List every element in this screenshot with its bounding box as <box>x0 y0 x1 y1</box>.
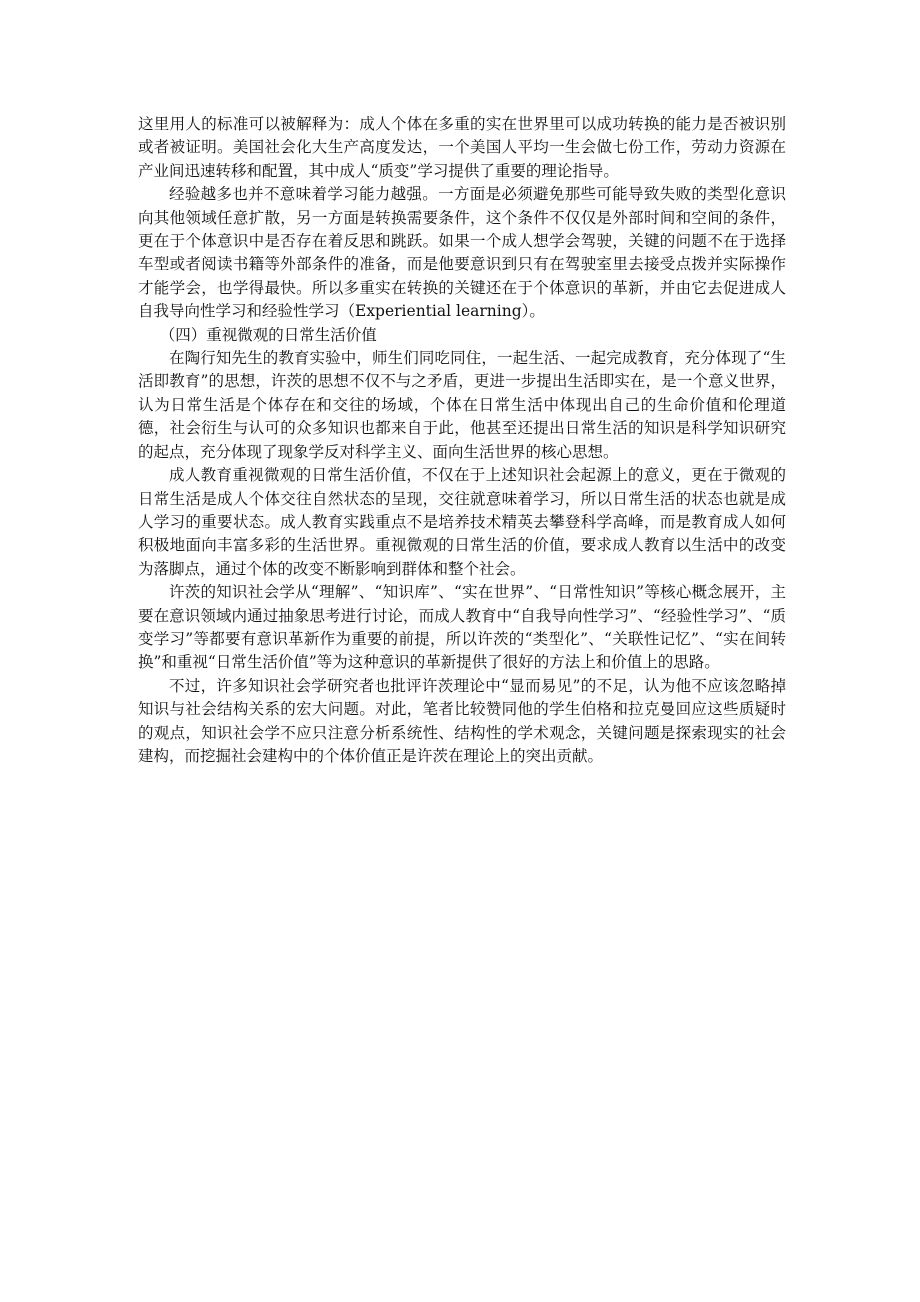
paragraph-5: 许茨的知识社会学从“理解”、“知识库”、“实在世界”、“日常性知识”等核心概念展开，主要在意识领域内通过抽象思考进行讨论，而成人教育中“自我导向性学习”、“经验性学习”、“质变学习”等都要有意识革新作为重要的前提，所以许茨的“类型化”、“关联性记忆”、“实在间转换”和重视“日常生活价值”等为这种意识的革新提供了很好的方法上和价值上的思路。 <box>138 583 786 672</box>
paragraph-4: 成人教育重视微观的日常生活价值，不仅在于上述知识社会起源上的意义，更在于微观的日常生活是成人个体交往自然状态的呈现，交往就意味着学习，所以日常生活的状态也就是成人学习的重要状态。成人教育实践重点不是培养技术精英去攀登科学高峰，而是教育成人如何积极地面向丰富多彩的生活世界。重视微观的日常生活的价值，要求成人教育以生活中的改变为落脚点，通过个体的改变不断影响到群体和整个社会。 <box>138 466 786 578</box>
paragraph-2: 经验越多也并不意味着学习能力越强。一方面是必须避免那些可能导致失败的类型化意识向其他领域任意扩散，另一方面是转换需要条件，这个条件不仅仅是外部时间和空间的条件，更在于个体意识中是否存在着反思和跳跃。如果一个成人想学会驾驶，关键的问题不在于选择车型或者阅读书籍等外部条件的准备，而是他要意识到只有在驾驶室里去接受点拨并实际操作才能学会，也学得最快。所以多重实在转换的关键还在于个体意识的革新，并由它去促进成人自我导向性学习和经验性学习（Experiential learning）。 <box>138 185 786 321</box>
document-body <box>138 113 786 768</box>
paragraph-1: 这里用人的标准可以被解释为：成人个体在多重的实在世界里可以成功转换的能力是否被识别或者被证明。美国社会化大生产高度发达，一个美国人平均一生会做七份工作，劳动力资源在产业间迅速转移和配置，其中成人“质变”学习提供了重要的理论指导。 <box>138 115 786 180</box>
section-heading: （四）重视微观的日常生活价值 <box>159 325 377 344</box>
paragraph-6: 不过，许多知识社会学研究者也批评许茨理论中“显而易见”的不足，认为他不应该忽略掉知识与社会结构关系的宏大问题。对此，笔者比较赞同他的学生伯格和拉克曼回应这些质疑时的观点，知识社会学不应只注意分析系统性、结构性的学术观念，关键问题是探索现实的社会建构，而挖掘社会建构中的个体价值正是许茨在理论上的突出贡献。 <box>138 676 786 765</box>
paragraph-3: 在陶行知先生的教育实验中，师生们同吃同住，一起生活、一起完成教育，充分体现了“生活即教育”的思想，许茨的思想不仅不与之矛盾，更进一步提出生活即实在，是一个意义世界，认为日常生活是个体存在和交往的场域，个体在日常生活中体现出自己的生命价值和伦理道德，社会衍生与认可的众多知识也都来自于此，他甚至还提出日常生活的知识是科学知识研究的起点，充分体现了现象学反对科学主义、面向生活世界的核心思想。 <box>138 349 786 461</box>
